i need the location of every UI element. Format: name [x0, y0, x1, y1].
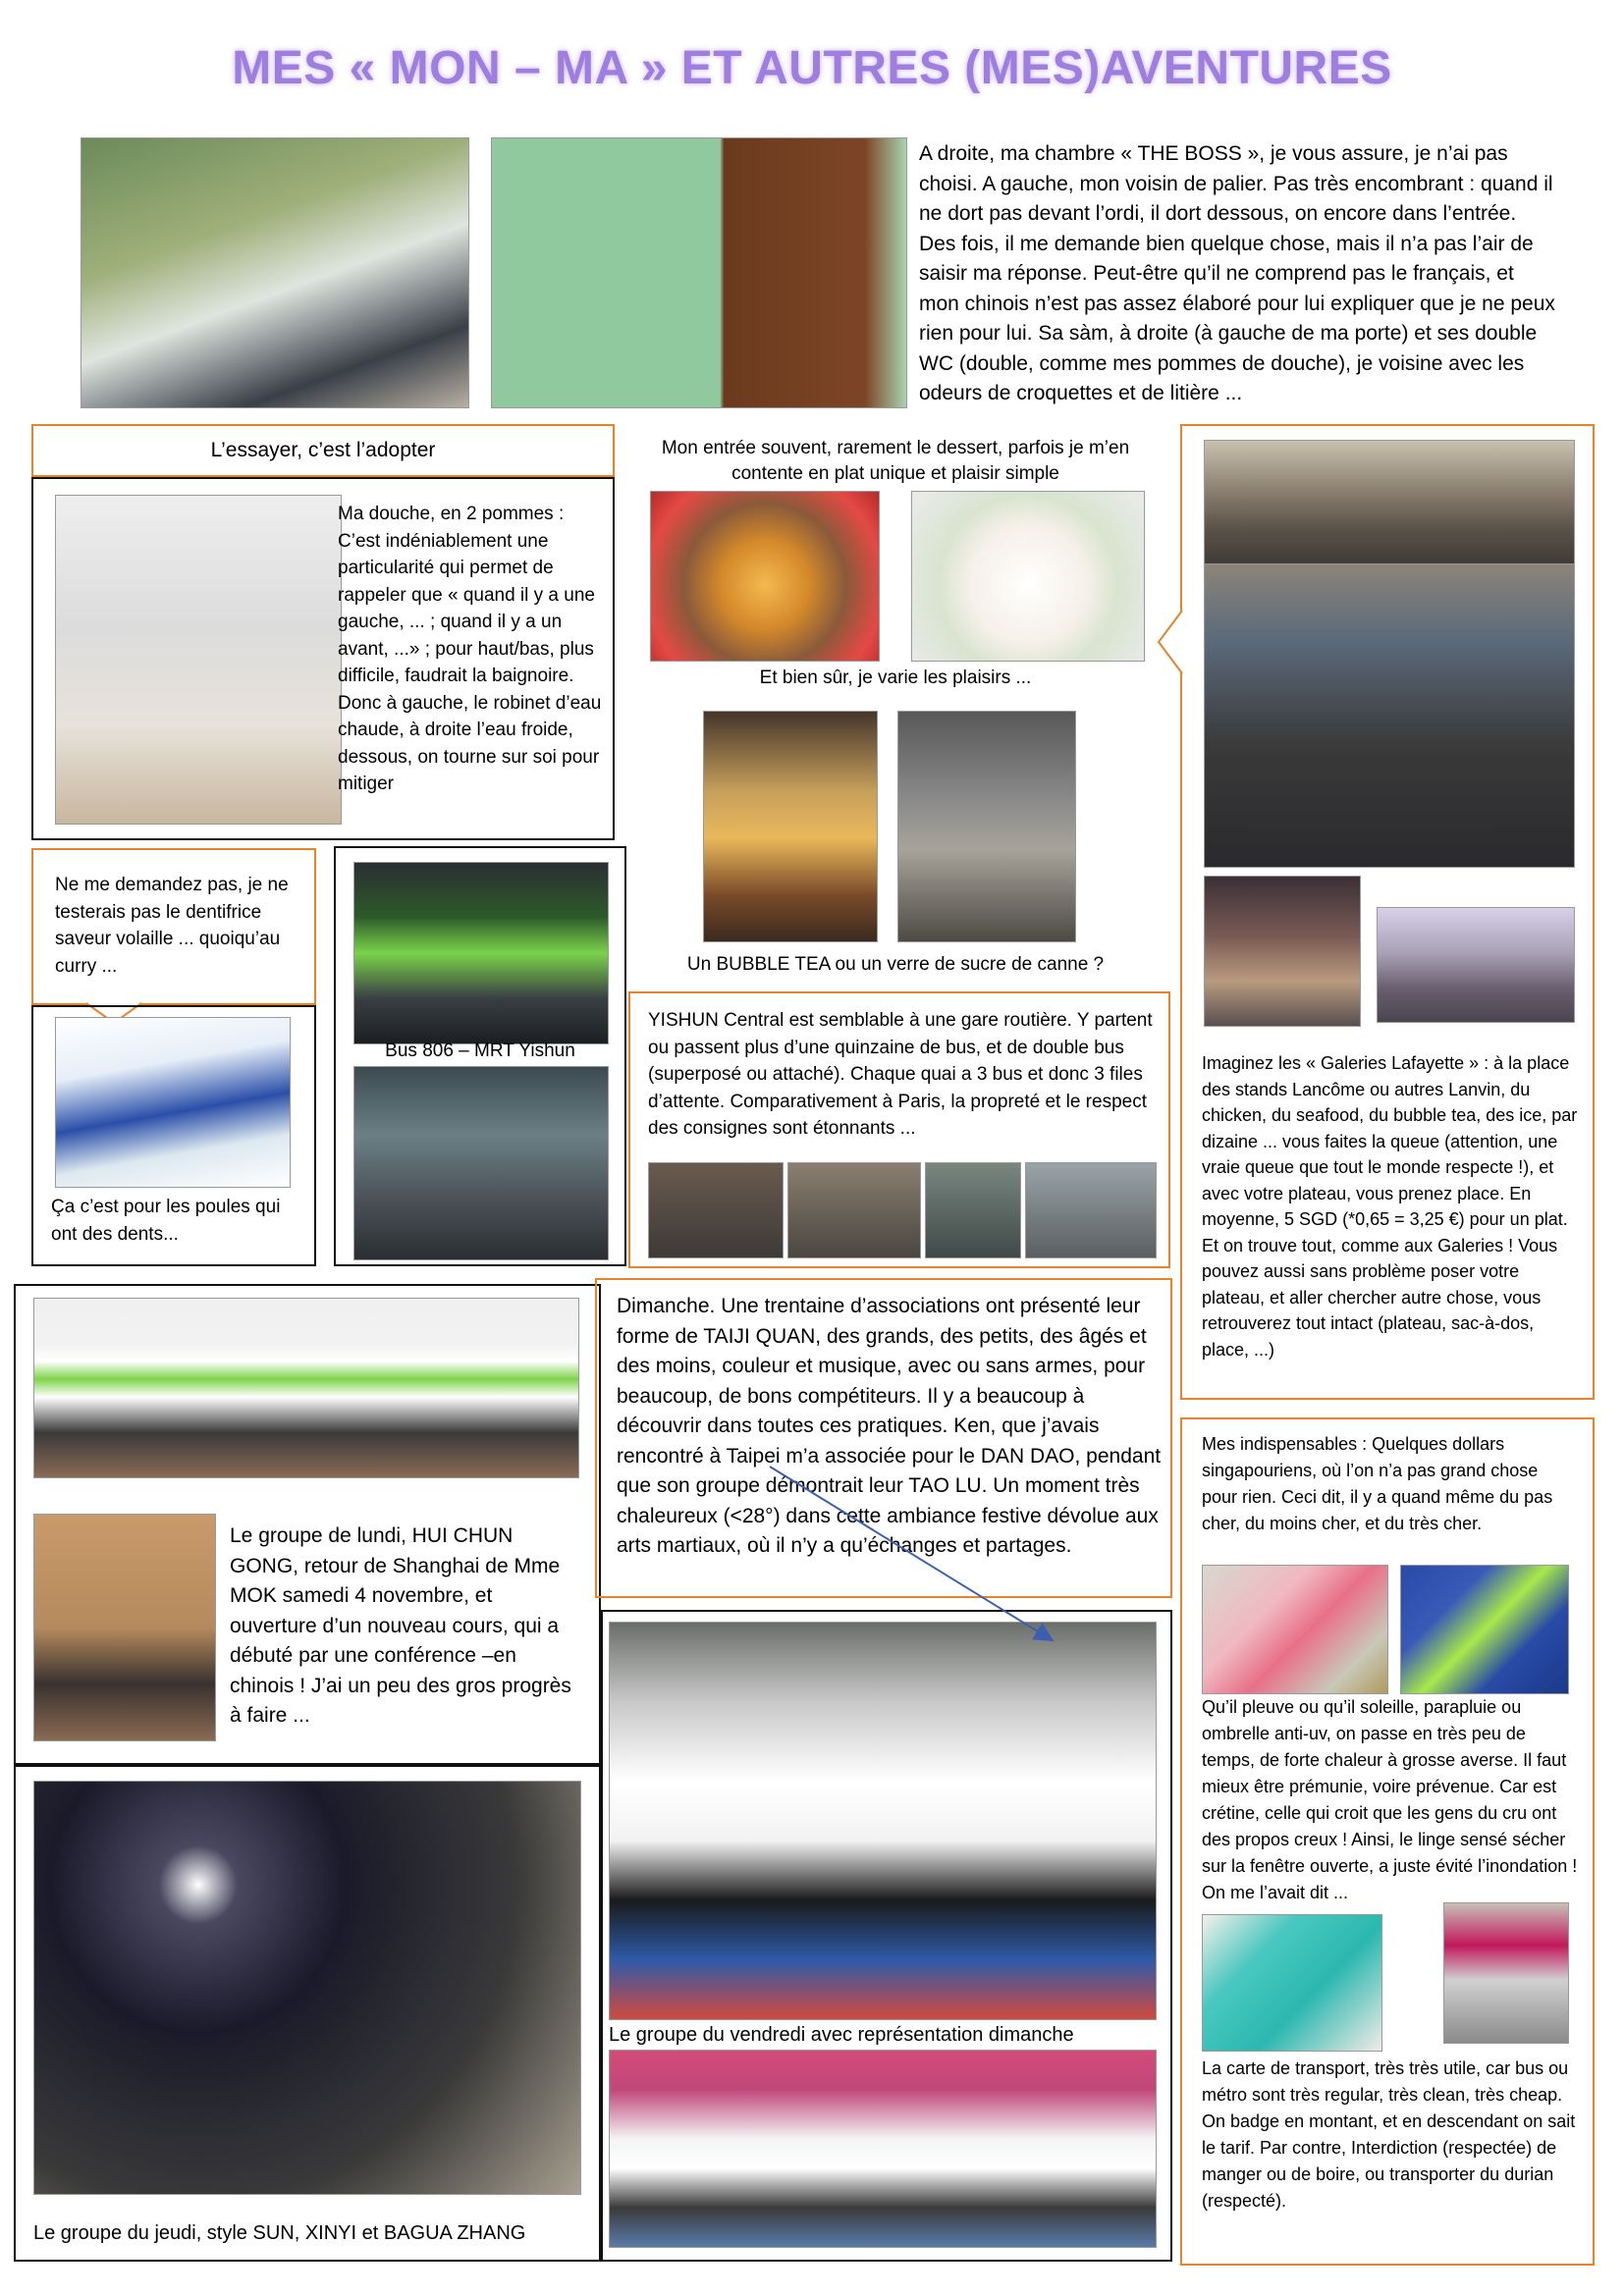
transport-card-text: La carte de transport, très très utile, car bus ou métro sont très regular, très clean, très cheap. On badge en montant, et en descendant on sait le tarif. Par contre, Interdiction (respectée) de manger ou de boire, ou transporter du durian (respecté). — [1202, 2058, 1576, 2211]
essentials-intro: Mes indispensables : Quelques dollars singapouriens, où l’on n’a pas grand chose pour rien. Ceci dit, il y a quand même du pas cher, du moins cher, et du très cher. — [1202, 1434, 1553, 1533]
yishun-box — [628, 991, 1170, 1268]
yishun-photo-3 — [925, 1162, 1021, 1258]
umbrella-photo — [1400, 1565, 1569, 1694]
umbrella-text: Qu’il pleuve ou qu’il soleille, parapluie ou ombrelle anti-uv, on passe en très peu de temps, de forte chaleur à grosse averse. Il faut mieux être prémunie, voire prévenue. Car est crétine, celle qui croit que les gens du cru ont des propos creux ! Ainsi, le linge sensé sécher sur la fenêtre ouverte, a juste évité l’inondation ! On me l’avait dit ... — [1202, 1697, 1578, 1902]
monday-box — [14, 1284, 601, 1765]
transport-card-photo — [1202, 1914, 1382, 2052]
hawker-callout-pointer — [1157, 609, 1186, 677]
mall-photo-2 — [1377, 907, 1575, 1023]
dessert-photo-1 — [650, 491, 880, 662]
toothpaste-caption: Ça c’est pour les poules qui ont des dents... — [51, 1197, 281, 1245]
bus-photo — [353, 862, 609, 1044]
monday-text: Le groupe de lundi, HUI CHUN GONG, retour de Shanghai de Mme MOK samedi 4 novembre, et ouverture d’un nouveau cours, qui a débuté par une conférence –en chinois ! J’ai un peu des gros progrès à faire ... — [230, 1524, 571, 1727]
bus-box — [334, 846, 626, 1266]
shower-text: Ma douche, en 2 pommes : C’est indéniablement une particularité qui permet de rappeler que « quand il y a une gauche, ... ; quand il y a un avant, ...» ; pour haut/bas, plus difficile, faudrait la baignoire. Donc à gauche, le robinet d’eau chaude, à droite l’eau froide, dessous, on tourne sur soi pour mitiger — [338, 504, 602, 794]
metro-photo — [1443, 1902, 1569, 2044]
yishun-photo-2 — [787, 1162, 921, 1258]
bedroom-photo — [81, 137, 469, 408]
sugar-cane-photo — [897, 711, 1076, 942]
shower-box — [31, 477, 615, 840]
food-caption-middle: Et bien sûr, je varie les plaisirs ... — [759, 667, 1032, 688]
food-caption-top: Mon entrée souvent, rarement le dessert, parfois je m’en contente en plat unique et plaisir simple — [661, 438, 1130, 484]
hawker-box — [1180, 424, 1595, 1400]
essentials-box — [1180, 1417, 1595, 2266]
friday-performance-photo — [609, 2050, 1157, 2248]
bubble-tea-photo — [703, 711, 878, 942]
money-photo — [1202, 1565, 1388, 1694]
friday-caption: Le groupe du vendredi avec représentation dimanche — [609, 2024, 1074, 2046]
shower-photo — [55, 495, 342, 825]
bus-caption: Bus 806 – MRT Yishun — [385, 1041, 575, 1061]
monday-group-photo — [33, 1298, 579, 1478]
monday-duo-photo — [33, 1514, 216, 1741]
friday-group-photo — [609, 1622, 1157, 2020]
thursday-night-photo — [33, 1781, 581, 2195]
intro-text: A droite, ma chambre « THE BOSS », je vous assure, je n’ai pas choisi. A gauche, mon voisin de palier. Pas très encombrant : quand il ne dort pas devant l’ordi, il dort dessous, on encore dans l’entrée. Des fois, il me demande bien quelque chose, mais il n’a pas l’air de saisir ma réponse. Peut-être qu’il ne comprend pas le français, et mon chinois n’est pas assez élaboré pour lui expliquer que je ne peux rien pour lui. Sa sàm, à droite (à gauche de ma porte) et ses double WC (double, comme mes pommes de douche), je voisine avec les odeurs de croquettes et de litière ... — [919, 142, 1555, 404]
thursday-box — [14, 1765, 601, 2262]
neighbor-door-photo — [491, 137, 907, 408]
toothpaste-photo — [55, 1017, 291, 1188]
dessert-photo-2 — [911, 491, 1145, 662]
yishun-photo-4 — [1025, 1162, 1157, 1258]
mrt-photo — [353, 1066, 609, 1260]
sunday-text: Dimanche. Une trentaine d’associations ont présenté leur forme de TAIJI QUAN, des grands, des petits, des âgés et des moins, couleur et musique, avec ou sans armes, pour beaucoup, de bons compétiteurs. Il y a beaucoup à découvrir dans toutes ces pratiques. Ken, que j’avais rencontré à Taipei m’a associée pour le DAN DAO, pendant que son groupe démontrait leur TAO LU. Un moment très chaleureux (<28°) dans cette ambiance festive dévolue aux arts martiaux, où il n’y a qu’échanges et partages. — [617, 1295, 1162, 1557]
yishun-photo-1 — [648, 1162, 784, 1258]
friday-box — [601, 1610, 1172, 2262]
ken-pointer-arrow — [766, 1463, 1060, 1649]
toothpaste-box — [31, 1005, 316, 1266]
hawker-text: Imaginez les « Galeries Lafayette » : à la place des stands Lancôme ou autres Lanvin, du chicken, du seafood, du bubble tea, des ice, par dizaine ... vous faites la queue (attention, une vraie queue que tout le monde respecte !), et avec votre plateau, vous prenez place. En moyenne, 5 SGD (*0,65 = 3,25 €) pour un plat. Et on trouve tout, comme aux Galeries ! Vous pouvez aussi sans problème poser votre plateau, et aller chercher autre chose, vous retrouverez tout intact (plateau, sac-à-dos, place, ...) — [1202, 1053, 1578, 1360]
toothpaste-bubble-text: Ne me demandez pas, je ne testerais pas le dentifrice saveur volaille ... quoiqu’au curry ... — [55, 875, 289, 977]
toothpaste-bubble-box — [31, 848, 316, 1005]
food-caption-bottom: Un BUBBLE TEA ou un verre de sucre de canne ? — [686, 954, 1105, 975]
mall-photo-1 — [1204, 876, 1361, 1027]
hawker-photo-2 — [1204, 563, 1575, 868]
shower-heading: L’essayer, c’est l’adopter — [210, 439, 436, 461]
page-title: MES « MON – MA » ET AUTRES (MES)AVENTURES — [232, 42, 1392, 94]
thursday-caption: Le groupe du jeudi, style SUN, XINYI et BAGUA ZHANG — [33, 2222, 526, 2244]
yishun-text: YISHUN Central est semblable à une gare routière. Y partent ou passent plus d’une quinzaine de bus, et de double bus (superposé ou attaché). Chaque quai a 3 bus et donc 3 files d’attente. Comparativement à Paris, la propreté et le respect des consignes sont étonnants ... — [648, 1010, 1153, 1139]
hawker-photo-1 — [1204, 440, 1575, 567]
shower-heading-box — [31, 424, 615, 477]
